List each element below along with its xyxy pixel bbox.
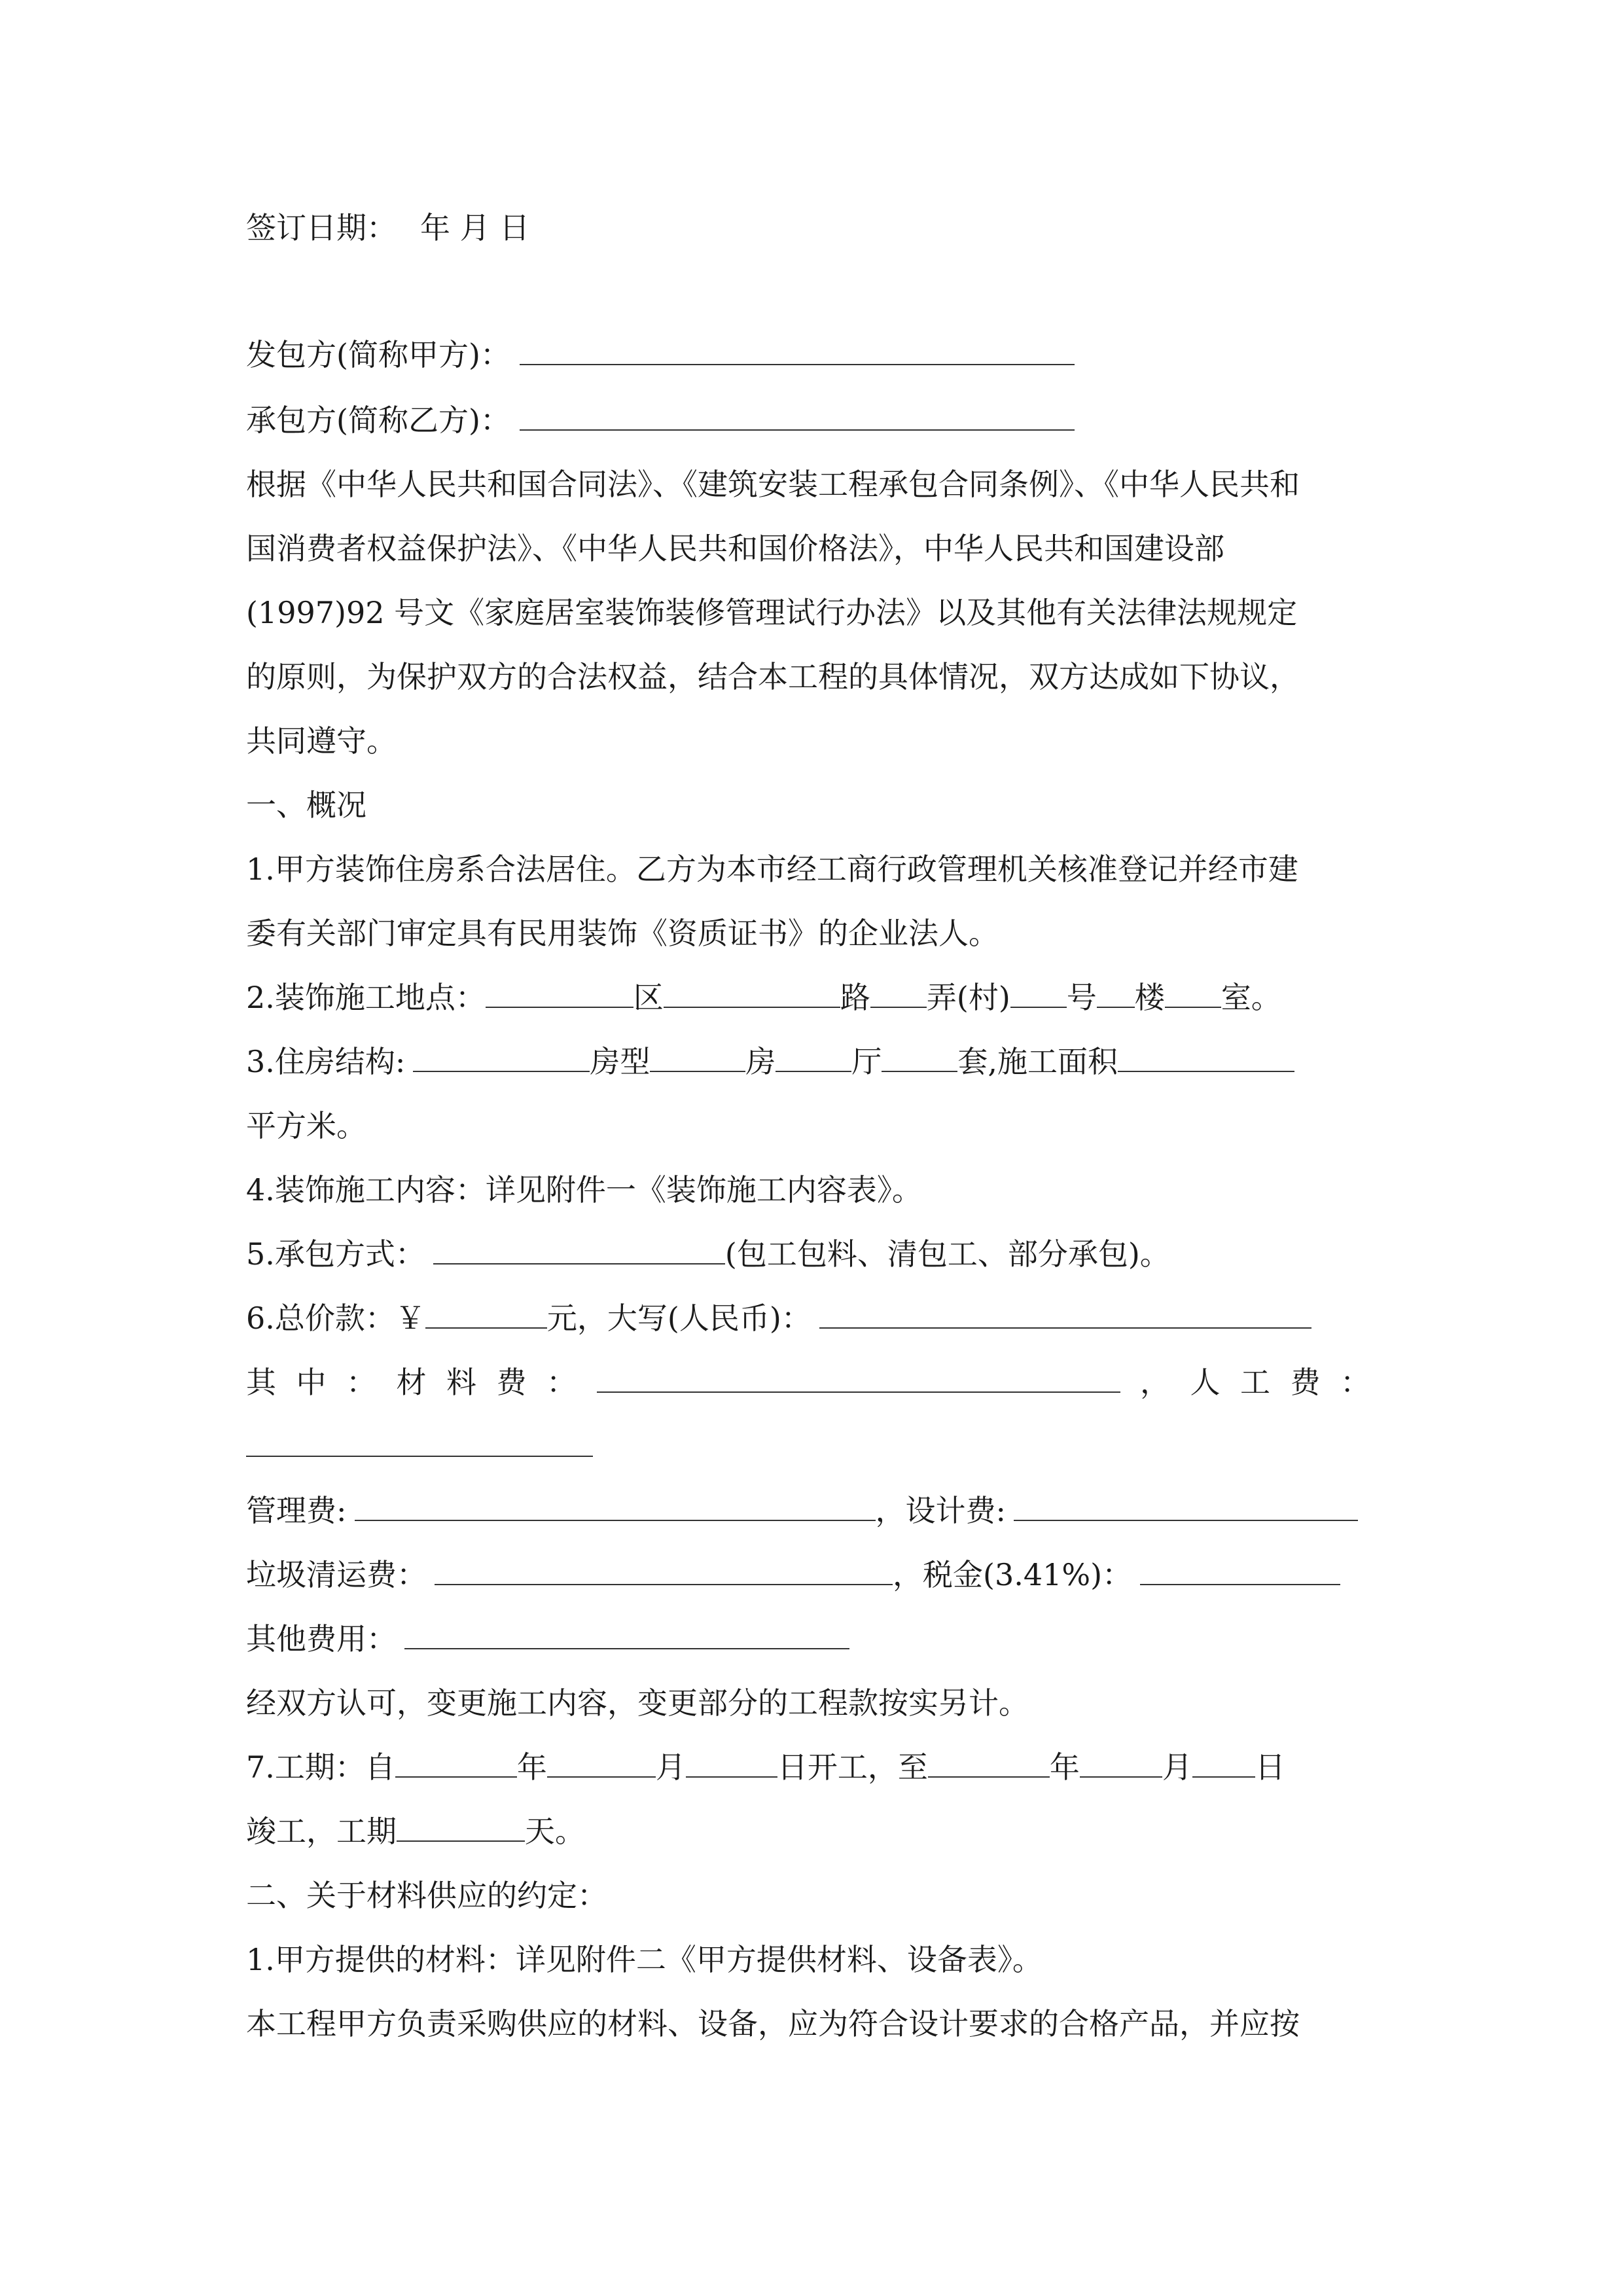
party-b-blank[interactable] [520, 401, 1075, 431]
other-fees-blank[interactable] [404, 1619, 849, 1649]
of-which-char-3: ： [346, 1365, 376, 1400]
end-month-blank[interactable] [1080, 1748, 1162, 1778]
total-price-blank[interactable] [425, 1299, 547, 1329]
start-day-blank[interactable] [686, 1748, 777, 1778]
item-6-label: 6.总价款：￥ [246, 1300, 425, 1336]
total-price-words-blank[interactable] [819, 1299, 1311, 1329]
item-2-line [246, 978, 1281, 1017]
material-char-4: ： [546, 1365, 577, 1400]
management-sep-comma: ， [875, 1493, 906, 1528]
item-1-line-2: 委有关部门审定具有民用装饰《资质证书》的企业法人。 [246, 916, 999, 951]
management-fee-blank[interactable] [355, 1491, 876, 1521]
item-3-label: 3.住房结构 [246, 1044, 395, 1079]
management-fee-label: 管理费 [246, 1493, 336, 1528]
signing-date-label: 签订日期： [246, 210, 397, 245]
halls-label: 厅 [851, 1044, 882, 1079]
material-comma: ， [1140, 1365, 1170, 1400]
building-label: 楼 [1134, 980, 1165, 1015]
end-year-blank[interactable] [928, 1748, 1050, 1778]
start-year-blank[interactable] [395, 1748, 517, 1778]
signing-date-units: 年 月 日 [420, 210, 530, 245]
party-b-line [246, 401, 1075, 440]
signing-date-line [246, 208, 529, 247]
garbage-tax-line [246, 1555, 1340, 1594]
preamble-line-3: (1997)92 号文《家庭居室装饰装修管理试行办法》以及其他有关法律法规规定 [246, 595, 1298, 630]
start-year-label: 年 [516, 1749, 547, 1785]
item-3-unit: 平方米。 [246, 1108, 366, 1143]
preamble-line-5: 共同遵守。 [246, 723, 397, 759]
item-5-label: 5.承包方式： [246, 1236, 425, 1272]
item-2-label: 2.装饰施工地点： [246, 980, 486, 1015]
days-label: 天。 [525, 1814, 585, 1849]
completion-label: 竣工，工期 [246, 1814, 397, 1849]
building-blank[interactable] [1097, 978, 1135, 1008]
item-1-line-1: 1.甲方装饰住房系合法居住。乙方为本市经工商行政管理机关核准登记并经市建 [246, 852, 1298, 887]
start-month-blank[interactable] [547, 1748, 656, 1778]
item-7-completion-line [246, 1812, 585, 1851]
item-7-label: 7.工期：自 [246, 1749, 395, 1785]
house-type-blank[interactable] [650, 1042, 745, 1072]
start-day-label: 日开工，至 [777, 1749, 928, 1785]
item-4-line: 4.装饰施工内容：详见附件一《装饰施工内容表》。 [246, 1172, 922, 1208]
section-1-title: 一、概况 [246, 787, 366, 823]
number-label: 号 [1066, 980, 1097, 1015]
structure-blank[interactable] [413, 1042, 590, 1072]
rooms-label: 房 [745, 1044, 776, 1079]
management-design-line [246, 1491, 1358, 1530]
garbage-fee-label: 垃圾清运费： [246, 1557, 427, 1592]
suites-label: 套,施工面积 [957, 1044, 1118, 1079]
labor-fee-line [246, 1427, 593, 1466]
material-char-1: 材 [396, 1365, 427, 1400]
party-a-label: 发包方(简称甲方)： [246, 337, 510, 372]
lane-blank[interactable] [870, 978, 927, 1008]
design-fee-colon: : [995, 1493, 1006, 1528]
other-fees-line [246, 1619, 849, 1659]
end-year-label: 年 [1049, 1749, 1080, 1785]
item-3-line [246, 1042, 1294, 1081]
material-char-3: 费 [496, 1365, 527, 1400]
district-blank[interactable] [486, 978, 633, 1008]
road-label: 路 [840, 980, 870, 1015]
preamble-line-4: 的原则，为保护双方的合法权益，结合本工程的具体情况，双方达成如下协议， [246, 659, 1300, 694]
item-5-options: (包工包料、清包工、部分承包)。 [724, 1236, 1170, 1272]
tax-blank[interactable] [1140, 1555, 1340, 1585]
item-6-yuan: 元，大写(人民币)： [546, 1300, 812, 1336]
material-char-2: 料 [446, 1365, 476, 1400]
duration-blank[interactable] [397, 1812, 525, 1842]
other-fees-label: 其他费用： [246, 1621, 397, 1657]
rooms-blank[interactable] [776, 1042, 851, 1072]
preamble-line-1: 根据《中华人民共和国合同法》、《建筑安装工程承包合同条例》、《中华人民共和 [246, 467, 1300, 502]
cost-breakdown-line [246, 1363, 1370, 1402]
party-a-line [246, 335, 1075, 374]
halls-blank[interactable] [882, 1042, 957, 1072]
room-blank[interactable] [1165, 978, 1221, 1008]
labor-char-2: 工 [1240, 1365, 1270, 1400]
management-fee-colon: : [336, 1493, 347, 1528]
item-5-line [246, 1234, 1170, 1274]
of-which-char-1: 其 [246, 1365, 276, 1400]
item-6-line [246, 1299, 1311, 1338]
labor-char-4: ： [1340, 1365, 1370, 1400]
section-2-title: 二、关于材料供应的约定： [246, 1878, 607, 1913]
item-7-line [246, 1748, 1285, 1787]
end-day-label: 日 [1255, 1749, 1285, 1785]
contract-mode-blank[interactable] [433, 1234, 725, 1265]
preamble-line-2: 国消费者权益保护法》、《中华人民共和国价格法》，中华人民共和国建设部 [246, 531, 1224, 566]
end-day-blank[interactable] [1192, 1748, 1255, 1778]
item-3-colon: : [395, 1044, 406, 1079]
lane-label: 弄(村) [926, 980, 1010, 1015]
design-fee-label: 设计费 [905, 1493, 996, 1528]
section-2-item-1: 1.甲方提供的材料：详见附件二《甲方提供材料、设备表》。 [246, 1942, 1043, 1977]
labor-char-3: 费 [1290, 1365, 1321, 1400]
section-2-para: 本工程甲方负责采购供应的材料、设备，应为符合设计要求的合格产品，并应按 [246, 2006, 1300, 2041]
district-label: 区 [633, 980, 664, 1015]
party-a-blank[interactable] [520, 335, 1075, 365]
area-blank[interactable] [1118, 1042, 1294, 1072]
house-type-label: 房型 [590, 1044, 651, 1079]
design-fee-blank[interactable] [1014, 1491, 1358, 1521]
of-which-char-2: 中 [296, 1365, 327, 1400]
road-blank[interactable] [664, 978, 840, 1008]
tax-label: ，税金(3.41%)： [893, 1557, 1133, 1592]
labor-fee-blank[interactable] [246, 1427, 593, 1457]
end-month-label: 月 [1162, 1749, 1192, 1785]
room-label: 室。 [1221, 980, 1281, 1015]
start-month-label: 月 [655, 1749, 686, 1785]
number-blank[interactable] [1010, 978, 1067, 1008]
material-fee-blank[interactable] [597, 1363, 1120, 1393]
change-note: 经双方认可，变更施工内容，变更部分的工程款按实另计。 [246, 1685, 1029, 1721]
labor-char-1: 人 [1190, 1365, 1221, 1400]
garbage-fee-blank[interactable] [435, 1555, 893, 1585]
party-b-label: 承包方(简称乙方)： [246, 403, 510, 438]
